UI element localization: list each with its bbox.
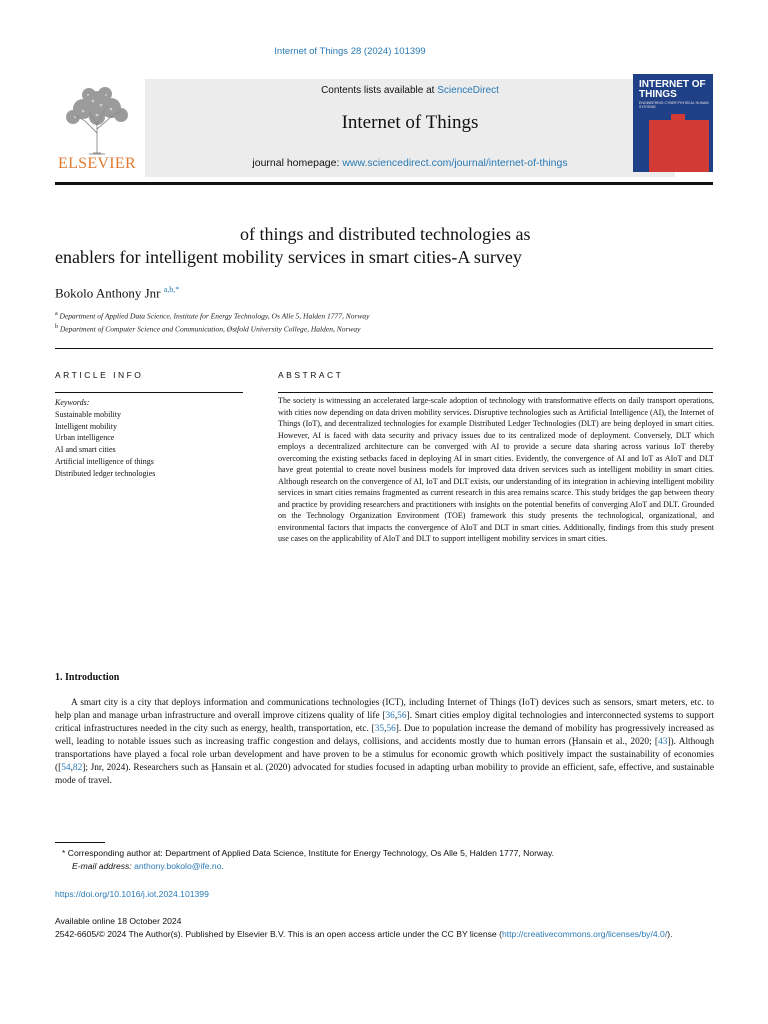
citation-link[interactable]: 54 <box>61 763 71 773</box>
author-email-link[interactable]: anthony.bokolo@ife.no <box>134 861 222 871</box>
license-text: 2542-6605/© 2024 The Author(s). Published by Elsevier B.V. This is an open access article under the CC BY license ( <box>55 929 502 939</box>
text-segment: ]. Smart cities employ digital technologies and interconnected systems to support critical infrastructures needed in the city such as energy, health, transportation, etc. [ <box>55 711 715 734</box>
author-email-line <box>72 861 224 871</box>
section-divider <box>55 348 713 349</box>
citation-link[interactable]: 43 <box>658 737 668 747</box>
abstract-heading: ABSTRACT <box>278 370 344 380</box>
journal-cover-image[interactable] <box>633 74 713 172</box>
keyword-item: Sustainable mobility <box>55 409 121 419</box>
article-title-line-1: of things and distributed technologies as <box>240 224 531 244</box>
tree-icon <box>55 81 139 155</box>
cover-subtitle: ENGINEERING CYBER PHYSICAL HUMAN SYSTEMS <box>639 101 709 109</box>
article-info-divider <box>55 392 243 393</box>
cover-graphic-block <box>649 120 709 172</box>
text-segment: , <box>384 724 387 734</box>
abstract-divider <box>278 392 713 393</box>
text-segment: ]. Due to population increase the demand of mobility has progressively increased as well, leading to notable issues such as increasing traffic congestion and delays, collisions, and accidents mostly due to human errors (Ḩansain et al., 2020; [ <box>55 724 714 747</box>
journal-reference[interactable]: Internet of Things 28 (2024) 101399 <box>274 46 426 57</box>
citation-link[interactable]: 56 <box>386 724 396 734</box>
text-segment: ]). Although transportations have played a focal role urban development and have proven to be a stimulus for economic growth which positively impact the sustainability of economies ([ <box>55 737 714 773</box>
journal-header <box>55 67 713 181</box>
keywords-list <box>55 397 245 480</box>
affiliation-text: Department of Computer Science and Communication, Østfold University College, Halden, Norway <box>59 324 361 334</box>
sciencedirect-link[interactable]: ScienceDirect <box>437 85 499 96</box>
footnote-divider <box>55 842 105 843</box>
header-divider <box>55 182 713 185</box>
contents-prefix: Contents lists available at <box>321 85 438 96</box>
affiliation-text: Department of Applied Data Science, Institute for Energy Technology, Os Alle 5, Halden 1777, Norway <box>59 311 370 321</box>
text-segment: A smart city is a city that deploys information and communications technologies (ICT), including Internet of Things (IoT) devices such as sensors, smart meters, etc. to help plan and manage urban infrastructure and overall improve citizens quality of life [ <box>55 698 714 721</box>
abstract-text: The society is witnessing an accelerated large-scale adoption of technology with transformative effects on daily transport operations, with cities now depending on data driven mobility services. Disruptive technologies such as Artificial Intelligence (AI), the Internet of Things (IoT), and decentralized technologies for example Distributed Ledger Technologies (DLT) are being deployed in smart cities. However, AI is faced with data security and privacy issues due to its centralized mode of deployment. Conversely, DLT which employs a decentralized architecture can be converged with AI to provide a secure data sharing across various IoT thereby overcoming the existing setbacks faced in deploying AI in smart cities. Evidently, the convergence of AI and IoT as AIoT and DLT have great potential to create novel business models for improved data driven services such as intelligent mobility in smart cities. Although research on the convergence of AI, IoT and DLT exists, our understanding of its integration in achieving intelligent mobility services in smart cities remains fragmented as current research in this area remains scarce. This study bridges the gap between theory and practice by providing researchers and practitioners with insights on the potential benefits of converging AIoT and DLT. Grounded on the Technology Organization Environment (TOE) framework this study presents the technological, organizational, and environmental factors that impacts the convergence of AIoT and DLT in smart cities. Additionally, findings from this study present use cases on the applicability of AIoT and DLT to support intelligent mobility services in smart cities. <box>278 396 714 543</box>
journal-homepage-link[interactable]: www.sciencedirect.com/journal/internet-of-things <box>342 157 568 169</box>
email-label: E-mail address: <box>72 861 132 871</box>
keyword-item: Distributed ledger technologies <box>55 468 156 478</box>
citation-link[interactable]: 82 <box>72 763 83 773</box>
available-online-date: Available online 18 October 2024 <box>55 916 182 926</box>
text-segment: , <box>394 711 398 721</box>
keyword-item: Intelligent mobility <box>55 421 117 431</box>
corresponding-author-note: * Corresponding author at: Department of Applied Data Science, Institute for Energy Technology, Os Alle 5, Halden 1777, Norway. <box>62 848 555 858</box>
doi-link[interactable]: https://doi.org/10.1016/j.iot.2024.101399 <box>55 889 209 899</box>
cover-title: INTERNET OF THINGS <box>639 79 706 100</box>
affiliation-mark: b <box>55 324 58 330</box>
license-end: ). <box>667 929 673 939</box>
citation-link[interactable]: 36 <box>385 711 395 721</box>
introduction-paragraph <box>55 697 714 788</box>
introduction-heading: 1. Introduction <box>55 672 120 683</box>
keyword-item: Artificial intelligence of things <box>55 456 154 466</box>
affiliation-a <box>55 311 370 321</box>
text-segment: ]; Jnr, 2024). Researchers such as Ḩansain et al. (2020) advocated for studies focused in adapting urban mobility to provide an efficient, safe, effective, and sustainable mode of travel. <box>55 763 714 786</box>
author-affiliation-marks[interactable]: a,b,* <box>163 285 180 294</box>
article-title-line-2: enablers for intelligent mobility services in smart cities-A survey <box>55 247 522 267</box>
homepage-line <box>145 157 675 169</box>
keyword-item: Urban intelligence <box>55 433 115 443</box>
keywords-label: Keywords: <box>55 398 90 407</box>
article-info-heading: ARTICLE INFO <box>55 370 144 380</box>
citation-link[interactable]: 56 <box>397 711 407 721</box>
affiliation-b <box>55 324 360 334</box>
email-suffix: . <box>221 861 224 871</box>
citation-link[interactable]: 35 <box>374 724 385 734</box>
contents-line <box>145 85 675 96</box>
license-statement <box>55 928 714 940</box>
affiliation-mark: a <box>55 311 58 317</box>
text-segment: , <box>70 763 73 773</box>
elsevier-logo[interactable] <box>55 81 139 173</box>
journal-banner <box>145 79 675 177</box>
keyword-item: AI and smart cities <box>55 445 116 455</box>
homepage-prefix: journal homepage: <box>252 157 343 169</box>
author-name: Bokolo Anthony Jnr <box>55 285 161 301</box>
journal-title: Internet of Things <box>341 112 479 133</box>
author-line <box>55 285 179 301</box>
license-link[interactable]: http://creativecommons.org/licenses/by/4.0/ <box>501 929 668 939</box>
publisher-logo-text: ELSEVIER <box>58 155 136 172</box>
